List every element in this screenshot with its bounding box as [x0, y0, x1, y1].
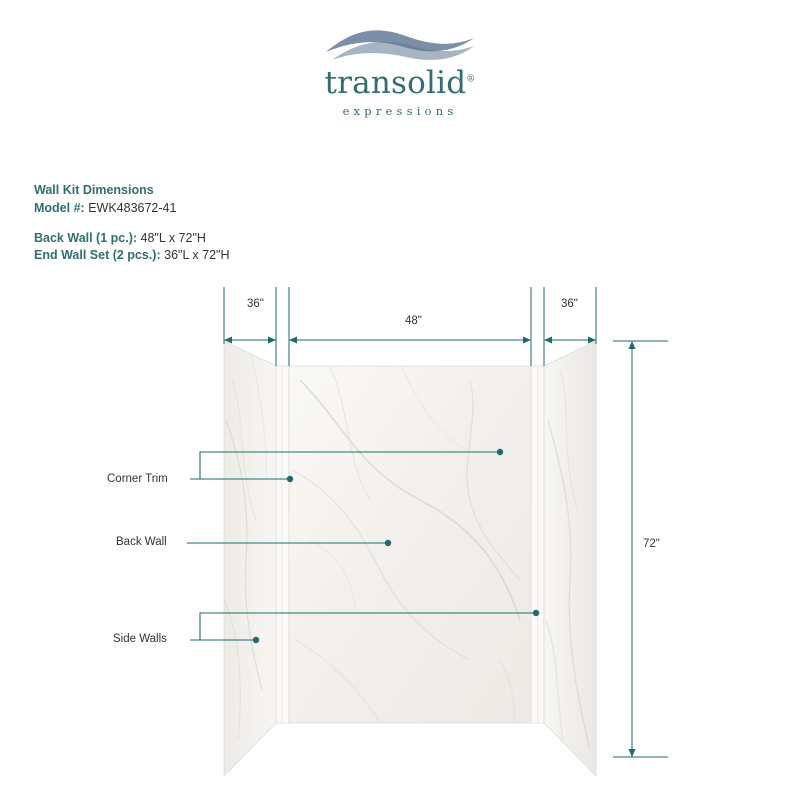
right-side-wall-panel — [544, 341, 596, 776]
spec-model-label: Model #: — [34, 200, 85, 215]
brand-name-text: transolid — [324, 65, 467, 101]
spec-end-wall-label: End Wall Set (2 pcs.): — [34, 248, 161, 263]
left-side-wall-panel — [224, 341, 276, 776]
spec-back-wall-value: 48"L x 72"H — [140, 230, 206, 245]
spec-title: Wall Kit Dimensions — [34, 183, 154, 197]
callout-label-side-walls: Side Walls — [113, 633, 167, 645]
spec-end-wall-value: 36"L x 72"H — [164, 248, 230, 263]
left-corner-trim — [276, 366, 289, 723]
callout-label-back-wall: Back Wall — [116, 536, 167, 548]
dimension-label-back: 48" — [405, 315, 422, 327]
dimension-label-left-side: 36" — [247, 298, 264, 310]
spec-back-wall-label: Back Wall (1 pc.): — [34, 230, 138, 245]
right-corner-trim — [531, 366, 544, 723]
dimension-label-height: 72" — [643, 538, 660, 550]
registered-mark: ® — [466, 74, 476, 85]
spec-model-value: EWK483672-41 — [88, 200, 177, 215]
dimension-label-right-side: 36" — [561, 298, 578, 310]
callout-label-corner-trim: Corner Trim — [107, 473, 168, 485]
brand-tagline: expressions — [342, 104, 458, 118]
back-wall-panel — [289, 366, 531, 723]
